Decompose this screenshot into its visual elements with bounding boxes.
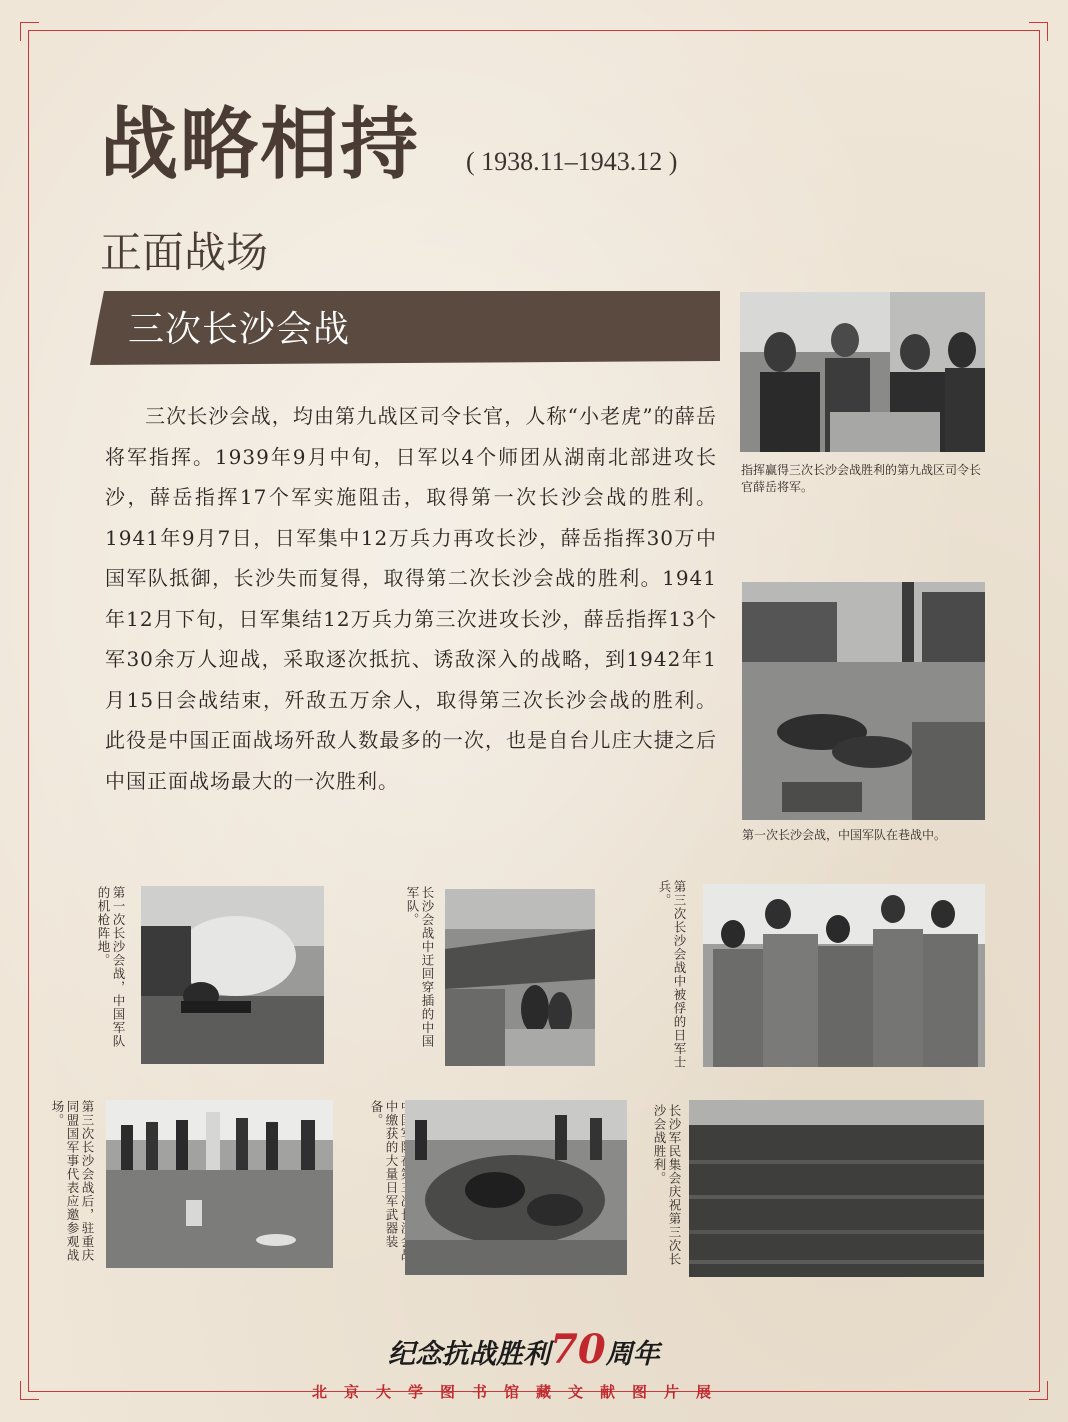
caption-celebration: 长沙军民集会庆祝第三次长沙会战胜利。 — [652, 1104, 682, 1266]
caption-pows: 第三次长沙会战中被俘的日军士兵。 — [657, 880, 687, 1069]
photo-xueyue — [740, 292, 985, 452]
corner-ornament — [20, 1381, 39, 1400]
caption-xueyue: 指挥赢得三次长沙会战胜利的第九战区司令长官薛岳将军。 — [741, 463, 982, 494]
photo-celebration-rally — [689, 1100, 984, 1277]
caption-flanking: 长沙会战中迂回穿插的中国军队。 — [405, 886, 435, 1048]
exhibition-title: 北京大学图书馆藏文献图片展 — [311, 1383, 728, 1401]
photo-street-fighting — [742, 582, 985, 820]
anniversary-logo — [388, 1326, 660, 1373]
photo-captured-weapons — [405, 1100, 627, 1275]
date-range: ( 1938.11–1943.12 ) — [466, 147, 678, 176]
caption-allied-observers: 第三次长沙会战后，驻重庆同盟国军事代表应邀参观战场。 — [50, 1100, 95, 1262]
banner-title: 三次长沙会战 — [128, 309, 351, 350]
caption-street-fighting: 第一次长沙会战，中国军队在巷战中。 — [742, 828, 947, 842]
corner-ornament — [1029, 1381, 1048, 1400]
logo-number: 70 — [550, 1326, 606, 1373]
section-subtitle: 正面战场 — [100, 228, 269, 277]
logo-text: 纪念抗战胜利 — [388, 1339, 550, 1370]
photo-allied-observers — [106, 1100, 333, 1268]
corner-ornament — [1029, 22, 1048, 41]
section-banner — [90, 291, 720, 365]
logo-suffix: 周年 — [605, 1339, 660, 1370]
corner-ornament — [20, 22, 39, 41]
photo-japanese-pows — [703, 884, 985, 1067]
photo-flanking-troops — [445, 889, 595, 1066]
footer-divider-right — [790, 1391, 802, 1392]
page-title: 战略相持 — [100, 100, 421, 190]
photo-machinegun-position — [141, 886, 324, 1064]
caption-captured-weapons: 中缴获的大量日军武器装备。 — [369, 1100, 399, 1249]
footer-divider-left — [228, 1391, 240, 1392]
caption-machinegun: 第一次长沙会战，中国军队的机枪阵地。 — [96, 886, 126, 1048]
body-paragraph: 三次长沙会战，均由第九战区司令长官，人称“小老虎”的薛岳将军指挥。1939年9月中旬，日军以4个师团从湖南北部进攻长沙，薛岳指挥17个军实施阻击，取得第一次长沙会战的胜利。1941年9月7日，日军集中12万兵力再攻长沙，薛岳指挥30万中国军队抵御，长沙失而复得，取得第二次长沙会战的胜利。1941年12月下旬，日军集结12万兵力第三次进攻长沙，薛岳指挥13个军30余万人迎战，采取逐次抵抗、诱敌深入的战略，到1942年1月15日会战结束，歼敌五万余人，取得第三次长沙会战的胜利。此役是中国正面战场歼敌人数最多的一次，也是自台儿庄大捷之后中国正面战场最大的一次胜利。 — [105, 404, 717, 793]
